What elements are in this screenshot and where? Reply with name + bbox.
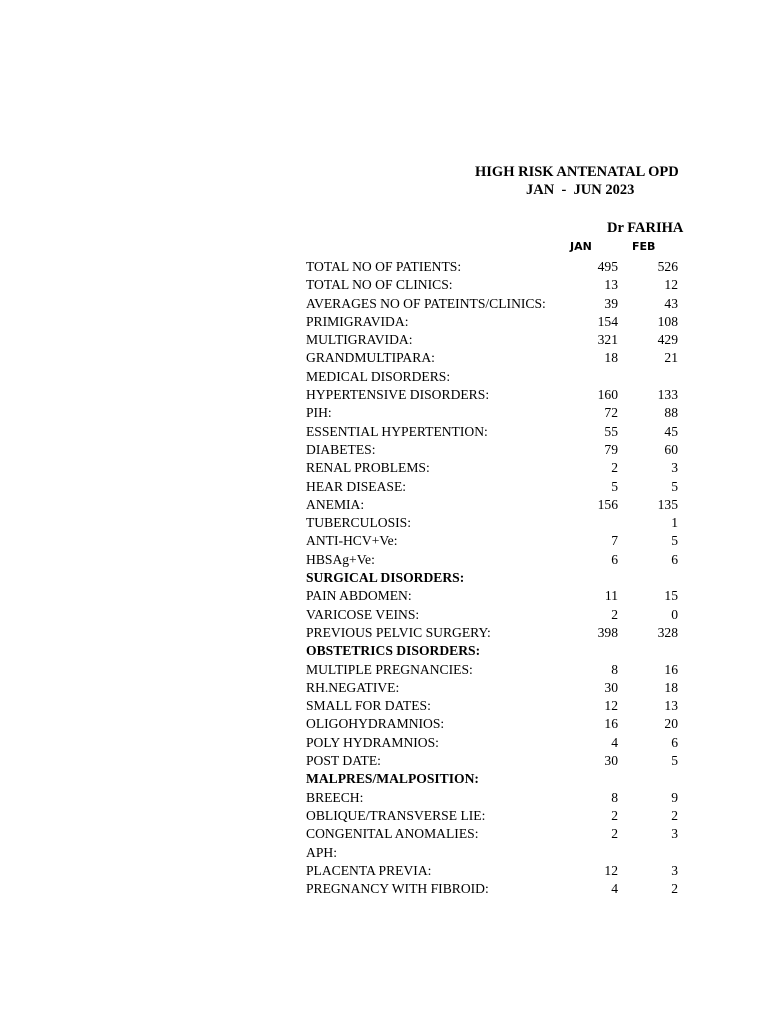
value-feb: 9 (671, 789, 678, 805)
table-row (306, 532, 686, 550)
row-label: OLIGOHYDRAMNIOS: (306, 716, 445, 732)
table-row (306, 752, 686, 770)
row-label: SMALL FOR DATES: (306, 698, 431, 714)
table-row (306, 313, 686, 331)
value-feb: 0 (671, 606, 678, 622)
table-row (306, 441, 686, 459)
table-row (306, 770, 686, 788)
row-label: HEAR DISEASE: (306, 478, 407, 494)
value-feb: 20 (664, 716, 678, 732)
value-jan: 321 (597, 332, 618, 348)
value-jan: 160 (597, 387, 618, 403)
value-jan: 4 (611, 881, 618, 897)
value-jan: 8 (611, 661, 618, 677)
value-jan: 5 (611, 478, 618, 494)
value-jan: 11 (604, 588, 618, 604)
doctor-name: Dr FARIHA (607, 220, 684, 236)
row-label: AVERAGES NO OF PATEINTS/CLINICS: (306, 295, 546, 311)
row-label: DIABETES: (306, 441, 376, 457)
table-row (306, 331, 686, 349)
row-label: PRIMIGRAVIDA: (306, 313, 409, 329)
table-row (306, 368, 686, 386)
table-row (306, 459, 686, 477)
value-feb: 133 (657, 387, 678, 403)
value-jan: 39 (604, 295, 618, 311)
value-jan: 4 (611, 734, 618, 750)
table-row (306, 404, 686, 422)
value-jan: 495 (597, 259, 618, 274)
table-row (306, 734, 686, 752)
row-label: PREVIOUS PELVIC SURGERY: (306, 624, 491, 640)
table-row (306, 276, 686, 294)
value-feb: 6 (671, 734, 678, 750)
value-feb: 6 (671, 551, 678, 567)
row-label: MULTIGRAVIDA: (306, 332, 413, 348)
row-label: PIH: (306, 405, 332, 421)
table-row (306, 697, 686, 715)
table-row (306, 258, 686, 276)
section-heading: OBSTETRICS DISORDERS: (306, 643, 481, 659)
row-label: TOTAL NO OF PATIENTS: (306, 259, 462, 274)
section-heading: SURGICAL DISORDERS: (306, 570, 465, 586)
column-header-jan: JAN (570, 240, 592, 253)
value-jan: 2 (611, 826, 618, 842)
value-jan: 398 (597, 624, 618, 640)
report-period: JAN - JUN 2023 (526, 182, 635, 198)
row-label: BREECH: (306, 789, 364, 805)
report-title: HIGH RISK ANTENATAL OPD (475, 164, 679, 180)
row-label: VARICOSE VEINS: (306, 606, 420, 622)
value-feb: 3 (671, 862, 678, 878)
value-feb: 135 (657, 496, 678, 512)
row-label: PREGNANCY WITH FIBROID: (306, 881, 489, 897)
table-row (306, 295, 686, 313)
value-jan: 156 (597, 496, 618, 512)
row-label: GRANDMULTIPARA: (306, 350, 435, 366)
row-label: PLACENTA PREVIA: (306, 862, 432, 878)
row-label: HYPERTENSIVE DISORDERS: (306, 387, 490, 403)
section-heading: MALPRES/MALPOSITION: (306, 771, 479, 787)
value-jan: 12 (604, 862, 618, 878)
table-row (306, 679, 686, 697)
value-feb: 526 (657, 259, 678, 274)
value-jan: 12 (604, 698, 618, 714)
row-label: POLY HYDRAMNIOS: (306, 734, 439, 750)
table-row (306, 661, 686, 679)
value-feb: 1 (671, 515, 678, 531)
value-feb: 60 (664, 441, 678, 457)
row-label: MEDICAL DISORDERS: (306, 368, 451, 384)
value-jan: 2 (611, 460, 618, 476)
value-jan: 72 (604, 405, 618, 421)
row-label: TUBERCULOSIS: (306, 515, 411, 531)
value-feb: 429 (657, 332, 678, 348)
value-feb: 5 (671, 533, 678, 549)
value-feb: 5 (671, 478, 678, 494)
table-row (306, 386, 686, 404)
table-row (306, 807, 686, 825)
value-feb: 3 (671, 460, 678, 476)
value-jan: 18 (604, 350, 618, 366)
value-jan: 2 (611, 606, 618, 622)
value-feb: 88 (664, 405, 678, 421)
table-row (306, 587, 686, 605)
value-jan: 30 (604, 679, 618, 695)
row-label: RH.NEGATIVE: (306, 679, 400, 695)
column-header-feb: FEB (632, 240, 656, 253)
value-jan: 79 (604, 441, 618, 457)
statistics-table (306, 258, 686, 898)
value-feb: 328 (657, 624, 678, 640)
row-label: POST DATE: (306, 753, 381, 769)
value-feb: 5 (671, 753, 678, 769)
table-row (306, 880, 686, 898)
table-row (306, 423, 686, 441)
table-row (306, 606, 686, 624)
value-jan: 6 (611, 551, 618, 567)
row-label: TOTAL NO OF CLINICS: (306, 277, 453, 293)
value-jan: 2 (611, 807, 618, 823)
value-feb: 13 (664, 698, 678, 714)
row-label: MULTIPLE PREGNANCIES: (306, 661, 473, 677)
table-row (306, 569, 686, 587)
value-jan: 16 (604, 716, 618, 732)
value-feb: 12 (664, 277, 678, 293)
table-row (306, 514, 686, 532)
row-label: OBLIQUE/TRANSVERSE LIE: (306, 807, 486, 823)
table-row (306, 349, 686, 367)
value-jan: 55 (604, 423, 618, 439)
row-label: ANTI-HCV+Ve: (306, 533, 398, 549)
table-row (306, 789, 686, 807)
row-label: PAIN ABDOMEN: (306, 588, 412, 604)
value-feb: 45 (664, 423, 678, 439)
value-jan: 8 (611, 789, 618, 805)
value-feb: 15 (664, 588, 678, 604)
table-row (306, 844, 686, 862)
value-jan: 30 (604, 753, 618, 769)
table-row (306, 862, 686, 880)
value-feb: 21 (664, 350, 678, 366)
value-feb: 3 (671, 826, 678, 842)
table-row (306, 825, 686, 843)
row-label: HBSAg+Ve: (306, 551, 375, 567)
value-feb: 108 (657, 313, 678, 329)
value-feb: 18 (664, 679, 678, 695)
value-feb: 2 (671, 881, 678, 897)
table-row (306, 715, 686, 733)
value-jan: 154 (597, 313, 618, 329)
table-row (306, 551, 686, 569)
value-jan: 13 (604, 277, 618, 293)
row-label: RENAL PROBLEMS: (306, 460, 430, 476)
row-label: ESSENTIAL HYPERTENTION: (306, 423, 488, 439)
value-feb: 43 (664, 295, 678, 311)
table-row (306, 478, 686, 496)
value-feb: 16 (664, 661, 678, 677)
row-label: APH: (306, 844, 337, 860)
row-label: CONGENITAL ANOMALIES: (306, 826, 479, 842)
value-feb: 2 (671, 807, 678, 823)
value-jan: 7 (611, 533, 618, 549)
table-row (306, 642, 686, 660)
table-row (306, 496, 686, 514)
table-row (306, 624, 686, 642)
row-label: ANEMIA: (306, 496, 365, 512)
